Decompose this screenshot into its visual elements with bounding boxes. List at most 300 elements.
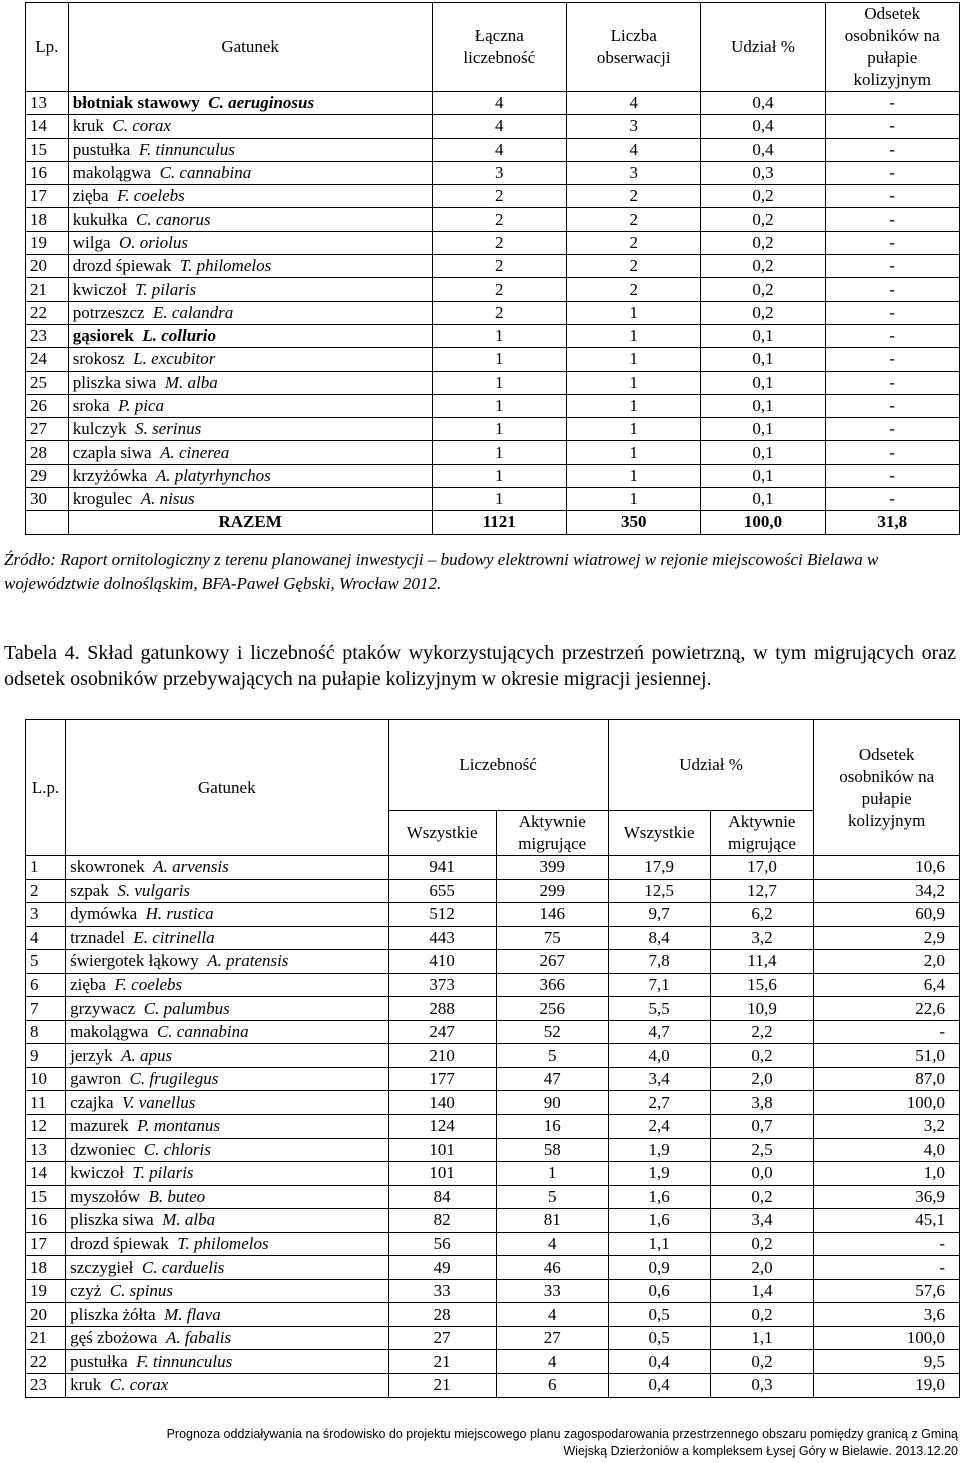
footer-line-2: Wiejską Dzierżoniów a kompleksem Łysej Góry w Bielawie. 2013.12.20	[563, 1444, 958, 1458]
caption-label: Tabela 4.	[4, 642, 80, 664]
species-polish-name: zięba	[70, 975, 106, 994]
row-count-all: 210	[388, 1044, 496, 1068]
row-share-active: 12,7	[710, 879, 814, 903]
row-total-count: 1	[432, 394, 566, 417]
row-count-active: 16	[496, 1115, 608, 1139]
species-latin-name: L. excubitor	[133, 349, 216, 369]
row-species	[66, 1209, 388, 1233]
header-share: Udział %	[701, 3, 825, 92]
row-species	[68, 92, 432, 115]
row-species	[68, 441, 432, 464]
species-polish-name: trznadel	[70, 927, 125, 947]
row-collision: 36,9	[814, 1185, 960, 1209]
row-share: 0,2	[701, 231, 825, 254]
row-share-all: 0,6	[608, 1279, 710, 1303]
row-count-all: 288	[388, 997, 496, 1021]
row-count-active: 256	[496, 997, 608, 1021]
row-count-all: 124	[388, 1115, 496, 1139]
species-latin-name: C. cannabina	[159, 163, 252, 183]
table-row	[26, 161, 960, 184]
row-total-count: 2	[432, 301, 566, 324]
row-count-active: 5	[496, 1185, 608, 1209]
row-lp: 1	[26, 856, 66, 880]
species-latin-name: F. tinnunculus	[138, 139, 235, 159]
row-total-count: 2	[432, 231, 566, 254]
species-latin-name: C. corax	[109, 1375, 169, 1395]
table-row	[26, 1185, 960, 1209]
row-species	[66, 973, 388, 997]
species-polish-name: jerzyk	[70, 1045, 113, 1065]
species-latin-name: H. rustica	[145, 904, 214, 924]
species-polish-name: kulczyk	[72, 419, 127, 439]
row-observations: 4	[567, 92, 701, 115]
row-total-count: 2	[432, 255, 566, 278]
row-count-all: 27	[388, 1326, 496, 1350]
table-row	[26, 1020, 960, 1044]
row-species	[66, 1232, 388, 1256]
row-count-active: 1	[496, 1162, 608, 1186]
row-collision: 3,2	[814, 1115, 960, 1139]
row-count-all: 410	[388, 950, 496, 974]
header-collision-percent: Odsetek osobników na pułapie kolizyjnym	[814, 720, 960, 856]
table-row	[26, 418, 960, 441]
row-collision: 100,0	[814, 1326, 960, 1350]
row-species	[68, 371, 432, 394]
species-latin-name: O. oriolus	[119, 232, 188, 252]
table-row	[26, 1138, 960, 1162]
row-collision: 34,2	[814, 879, 960, 903]
row-lp: 15	[26, 1185, 66, 1209]
row-collision: -	[825, 324, 959, 347]
row-lp: 17	[26, 1232, 66, 1256]
row-count-active: 46	[496, 1256, 608, 1280]
row-species	[68, 394, 432, 417]
row-lp: 4	[26, 926, 66, 950]
row-count-all: 373	[388, 973, 496, 997]
row-lp: 14	[26, 115, 69, 138]
row-observations: 1	[567, 418, 701, 441]
row-total-count: 4	[432, 92, 566, 115]
species-polish-name: kwiczoł	[70, 1163, 124, 1183]
header-species: Gatunek	[66, 720, 388, 856]
row-lp: 3	[26, 903, 66, 927]
species-polish-name: makolągwa	[72, 163, 152, 183]
species-polish-name: gęś zbożowa	[70, 1328, 158, 1348]
row-observations: 1	[567, 394, 701, 417]
species-polish-name: kwiczoł	[72, 279, 127, 299]
row-count-all: 443	[388, 926, 496, 950]
table-row	[26, 1326, 960, 1350]
header-count-all: Wszystkie	[388, 811, 496, 856]
row-collision: -	[825, 301, 959, 324]
table-row	[26, 371, 960, 394]
species-polish-name: mazurek	[70, 1116, 129, 1136]
species-polish-name: dzwoniec	[70, 1139, 136, 1159]
row-share: 0,2	[701, 255, 825, 278]
row-share: 0,4	[701, 138, 825, 161]
row-collision: 2,0	[814, 950, 960, 974]
species-polish-name: kruk	[70, 1375, 102, 1395]
species-latin-name: T. philomelos	[179, 256, 272, 276]
species-polish-name: srokosz	[72, 349, 125, 369]
header-collision-percent: Odsetek osobników na pułapie kolizyjnym	[825, 3, 959, 92]
row-species	[66, 1326, 388, 1350]
row-count-all: 101	[388, 1162, 496, 1186]
row-collision: -	[825, 371, 959, 394]
species-polish-name: czyż	[70, 1281, 102, 1301]
table-row	[26, 1067, 960, 1091]
table-row	[26, 973, 960, 997]
species-polish-name: wilga	[72, 232, 111, 252]
row-collision: 9,5	[814, 1350, 960, 1374]
row-species	[66, 1350, 388, 1374]
row-share-active: 0,0	[710, 1162, 814, 1186]
row-share-active: 2,0	[710, 1067, 814, 1091]
row-lp: 29	[26, 464, 69, 487]
row-count-all: 21	[388, 1350, 496, 1374]
row-share: 0,2	[701, 278, 825, 301]
row-share-all: 1,9	[608, 1138, 710, 1162]
row-collision: 2,9	[814, 926, 960, 950]
table-row	[26, 92, 960, 115]
row-species	[66, 997, 388, 1021]
row-count-active: 146	[496, 903, 608, 927]
row-collision: -	[825, 488, 959, 511]
row-count-all: 247	[388, 1020, 496, 1044]
row-collision: -	[814, 1232, 960, 1256]
row-observations: 3	[567, 115, 701, 138]
row-share-all: 1,6	[608, 1209, 710, 1233]
row-collision: -	[825, 208, 959, 231]
row-species	[66, 1115, 388, 1139]
total-row	[26, 511, 960, 534]
row-count-all: 56	[388, 1232, 496, 1256]
row-share-active: 6,2	[710, 903, 814, 927]
row-share-all: 8,4	[608, 926, 710, 950]
table-row	[26, 208, 960, 231]
row-species	[68, 418, 432, 441]
row-collision: 4,0	[814, 1138, 960, 1162]
species-latin-name: A. pratensis	[207, 951, 289, 971]
row-lp: 20	[26, 1303, 66, 1327]
species-polish-name: świergotek łąkowy	[70, 951, 199, 971]
row-collision: 60,9	[814, 903, 960, 927]
row-collision: -	[825, 231, 959, 254]
row-share-all: 0,5	[608, 1326, 710, 1350]
row-lp: 17	[26, 185, 69, 208]
row-species	[68, 115, 432, 138]
row-count-all: 941	[388, 856, 496, 880]
row-observations: 1	[567, 488, 701, 511]
header-share-active: Aktywnie migrujące	[710, 811, 814, 856]
row-share-active: 2,5	[710, 1138, 814, 1162]
species-latin-name: C. spinus	[109, 1281, 174, 1301]
table-row	[26, 255, 960, 278]
row-lp: 9	[26, 1044, 66, 1068]
table-row	[26, 348, 960, 371]
species-latin-name: A. arvensis	[153, 857, 229, 877]
row-species	[66, 903, 388, 927]
row-lp: 14	[26, 1162, 66, 1186]
row-observations: 2	[567, 231, 701, 254]
row-count-active: 47	[496, 1067, 608, 1091]
species-latin-name: M. alba	[162, 1210, 216, 1230]
header-observations: Liczba obserwacji	[567, 3, 701, 92]
row-lp: 2	[26, 879, 66, 903]
row-species	[66, 1185, 388, 1209]
table-row	[26, 324, 960, 347]
row-share-all: 9,7	[608, 903, 710, 927]
row-share: 0,1	[701, 488, 825, 511]
row-lp: 20	[26, 255, 69, 278]
table-row	[26, 1091, 960, 1115]
row-species	[66, 1303, 388, 1327]
row-share-all: 4,7	[608, 1020, 710, 1044]
row-count-active: 33	[496, 1279, 608, 1303]
row-share-all: 12,5	[608, 879, 710, 903]
table-row	[26, 950, 960, 974]
row-lp: 18	[26, 208, 69, 231]
species-polish-name: krogulec	[72, 489, 133, 509]
row-lp: 12	[26, 1115, 66, 1139]
row-lp: 5	[26, 950, 66, 974]
row-share-active: 0,2	[710, 1232, 814, 1256]
row-count-active: 399	[496, 856, 608, 880]
row-species	[66, 1020, 388, 1044]
species-latin-name: A. fabalis	[165, 1328, 232, 1348]
row-collision: -	[825, 278, 959, 301]
row-species	[66, 879, 388, 903]
header-lp: Lp.	[26, 3, 69, 92]
row-share-all: 1,6	[608, 1185, 710, 1209]
row-total-count: 1	[432, 488, 566, 511]
row-collision: -	[825, 138, 959, 161]
row-lp: 16	[26, 161, 69, 184]
row-share-all: 0,5	[608, 1303, 710, 1327]
row-count-all: 140	[388, 1091, 496, 1115]
header-count-active: Aktywnie migrujące	[496, 811, 608, 856]
row-count-active: 4	[496, 1350, 608, 1374]
row-total-count: 4	[432, 138, 566, 161]
row-share-all: 17,9	[608, 856, 710, 880]
species-latin-name: A. cinerea	[160, 442, 230, 462]
footer-line-1: Prognoza oddziaływania na środowisko do projektu miejscowego planu zagospodarowania przestrzennego obszaru pomiędzy granicą z Gminą	[166, 1427, 958, 1441]
row-share-active: 0,2	[710, 1185, 814, 1209]
row-share: 0,1	[701, 441, 825, 464]
species-latin-name: V. vanellus	[122, 1092, 196, 1112]
row-collision: -	[825, 255, 959, 278]
header-lp: L.p.	[26, 720, 66, 856]
row-share-all: 0,4	[608, 1374, 710, 1398]
species-latin-name: C. chloris	[143, 1139, 211, 1159]
row-count-active: 299	[496, 879, 608, 903]
species-latin-name: T. pilaris	[132, 1163, 194, 1183]
row-observations: 2	[567, 278, 701, 301]
row-share-all: 2,4	[608, 1115, 710, 1139]
species-polish-name: sroka	[72, 396, 110, 415]
row-count-active: 58	[496, 1138, 608, 1162]
table-row	[26, 997, 960, 1021]
table-row	[26, 231, 960, 254]
species-latin-name: C. frugilegus	[129, 1069, 219, 1089]
table-row	[26, 879, 960, 903]
table-row	[26, 903, 960, 927]
row-share-all: 7,8	[608, 950, 710, 974]
row-total-count: 3	[432, 161, 566, 184]
row-share-active: 3,8	[710, 1091, 814, 1115]
species-polish-name: gąsiorek	[72, 326, 134, 346]
row-total-count: 1	[432, 464, 566, 487]
row-total-count: 1	[432, 324, 566, 347]
row-species	[66, 1067, 388, 1091]
species-polish-name: pustułka	[72, 139, 131, 159]
row-share-active: 2,0	[710, 1256, 814, 1280]
table-row	[26, 926, 960, 950]
row-count-all: 82	[388, 1209, 496, 1233]
species-latin-name: A. nisus	[140, 489, 195, 509]
row-collision: -	[825, 185, 959, 208]
row-species	[66, 1256, 388, 1280]
row-species	[68, 324, 432, 347]
row-share-active: 1,1	[710, 1326, 814, 1350]
row-lp: 7	[26, 997, 66, 1021]
row-species	[66, 1044, 388, 1068]
migration-table	[25, 719, 960, 1398]
table-row	[26, 1256, 960, 1280]
row-species	[68, 278, 432, 301]
species-latin-name: T. pilaris	[135, 279, 197, 299]
row-count-all: 33	[388, 1279, 496, 1303]
row-share-active: 11,4	[710, 950, 814, 974]
row-share-active: 0,2	[710, 1044, 814, 1068]
row-count-all: 49	[388, 1256, 496, 1280]
row-share-active: 10,9	[710, 997, 814, 1021]
row-collision: -	[825, 464, 959, 487]
table-caption	[4, 640, 956, 692]
species-latin-name: F. tinnunculus	[136, 1351, 233, 1371]
row-species	[66, 1091, 388, 1115]
table-row	[26, 1044, 960, 1068]
row-share-active: 17,0	[710, 856, 814, 880]
species-polish-name: czapla siwa	[72, 442, 152, 462]
row-share: 0,2	[701, 301, 825, 324]
row-count-active: 366	[496, 973, 608, 997]
row-share-all: 0,4	[608, 1350, 710, 1374]
row-observations: 1	[567, 371, 701, 394]
species-latin-name: S. vulgaris	[117, 880, 191, 900]
header-total-count: Łączna liczebność	[432, 3, 566, 92]
species-polish-name: szpak	[70, 880, 109, 900]
row-collision: 6,4	[814, 973, 960, 997]
row-count-all: 84	[388, 1185, 496, 1209]
row-lp: 6	[26, 973, 66, 997]
row-lp: 28	[26, 441, 69, 464]
row-collision: 3,6	[814, 1303, 960, 1327]
row-count-all: 512	[388, 903, 496, 927]
row-share-all: 2,7	[608, 1091, 710, 1115]
row-collision: -	[825, 441, 959, 464]
row-lp: 30	[26, 488, 69, 511]
row-total-count: 2	[432, 208, 566, 231]
row-share-active: 0,2	[710, 1350, 814, 1374]
row-share-all: 1,9	[608, 1162, 710, 1186]
species-polish-name: pliszka siwa	[70, 1210, 154, 1230]
row-share: 0,1	[701, 324, 825, 347]
row-observations: 1	[567, 324, 701, 347]
row-share-active: 0,2	[710, 1303, 814, 1327]
row-collision: -	[825, 115, 959, 138]
table-row	[26, 856, 960, 880]
row-share: 0,2	[701, 185, 825, 208]
species-latin-name: C. aeruginosus	[208, 93, 315, 113]
row-collision: -	[825, 92, 959, 115]
row-count-all: 21	[388, 1374, 496, 1398]
row-total-count: 1	[432, 418, 566, 441]
species-polish-name: makolągwa	[70, 1022, 149, 1042]
table-row	[26, 278, 960, 301]
row-species	[68, 464, 432, 487]
row-lp: 21	[26, 1326, 66, 1350]
row-count-active: 90	[496, 1091, 608, 1115]
species-polish-name: grzywacz	[70, 998, 136, 1018]
row-observations: 2	[567, 208, 701, 231]
row-collision: 1,0	[814, 1162, 960, 1186]
species-polish-name: drozd śpiewak	[72, 256, 172, 276]
row-species	[68, 348, 432, 371]
row-collision: -	[825, 418, 959, 441]
species-latin-name: P. pica	[118, 396, 165, 415]
species-latin-name: S. serinus	[135, 419, 202, 439]
species-polish-name: dymówka	[70, 904, 138, 924]
row-lp: 15	[26, 138, 69, 161]
species-polish-name: pliszka żółta	[70, 1304, 156, 1324]
species-latin-name: M. flava	[164, 1304, 221, 1324]
row-observations: 1	[567, 348, 701, 371]
row-share-all: 4,0	[608, 1044, 710, 1068]
row-lp: 10	[26, 1067, 66, 1091]
species-polish-name: pliszka siwa	[72, 372, 157, 392]
table-row	[26, 488, 960, 511]
species-latin-name: F. coelebs	[117, 186, 185, 206]
row-share: 0,1	[701, 394, 825, 417]
row-species	[66, 856, 388, 880]
table-row	[26, 301, 960, 324]
row-lp: 13	[26, 92, 69, 115]
row-lp: 19	[26, 231, 69, 254]
row-species	[68, 185, 432, 208]
total-observations: 350	[567, 511, 701, 534]
row-collision: 57,6	[814, 1279, 960, 1303]
row-count-active: 4	[496, 1303, 608, 1327]
table-row	[26, 1303, 960, 1327]
row-collision: -	[825, 161, 959, 184]
row-collision: 45,1	[814, 1209, 960, 1233]
row-total-count: 2	[432, 185, 566, 208]
species-latin-name: C. cannabina	[156, 1022, 249, 1042]
row-share-all: 7,1	[608, 973, 710, 997]
row-species	[68, 488, 432, 511]
table-row	[26, 115, 960, 138]
row-count-active: 27	[496, 1326, 608, 1350]
table-row	[26, 1209, 960, 1233]
total-collision: 31,8	[825, 511, 959, 534]
row-lp: 22	[26, 1350, 66, 1374]
row-count-active: 52	[496, 1020, 608, 1044]
species-polish-name: skowronek	[70, 857, 145, 877]
row-count-active: 81	[496, 1209, 608, 1233]
row-species	[66, 950, 388, 974]
species-latin-name: C. palumbus	[143, 998, 230, 1018]
